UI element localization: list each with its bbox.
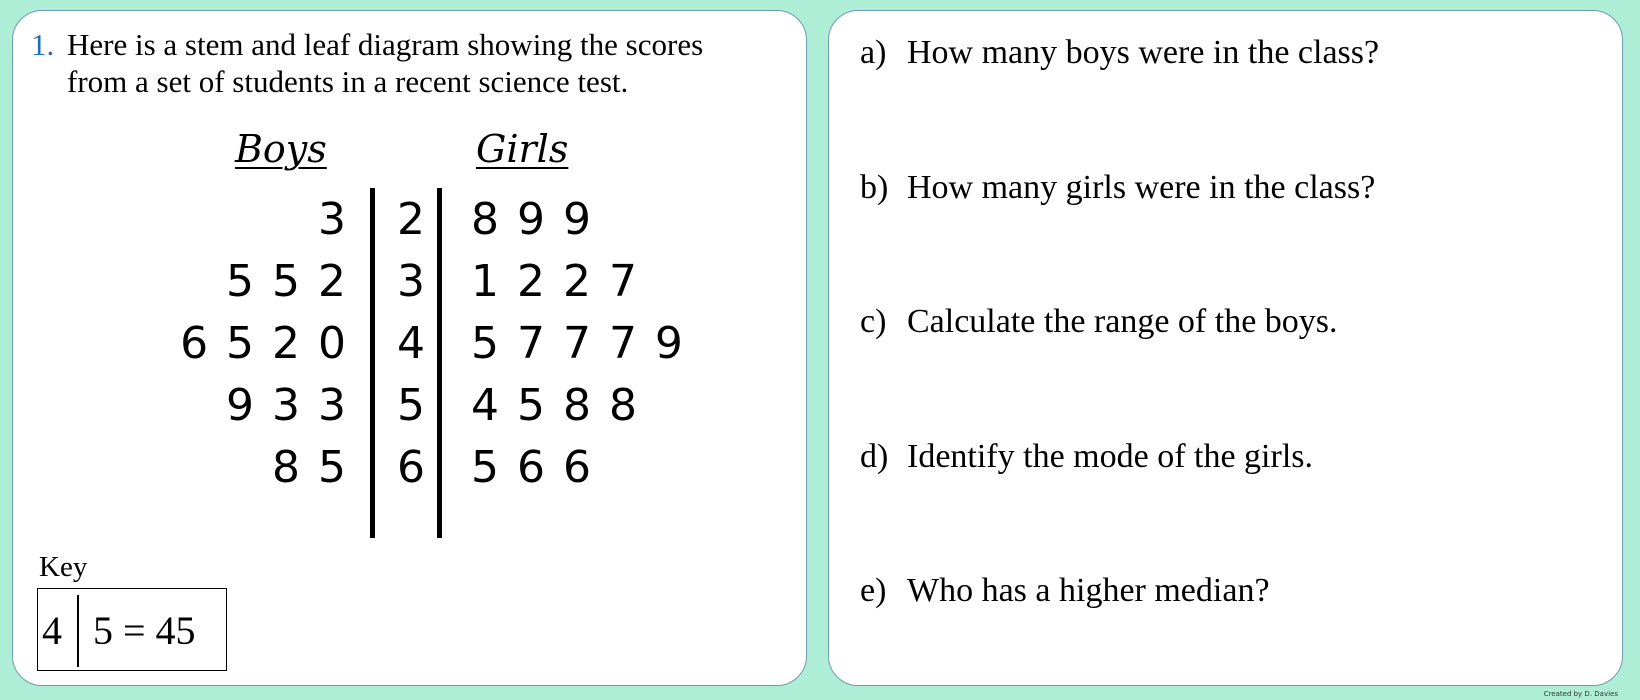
sub-question-a xyxy=(860,34,1379,72)
stem-row-2: 3 xyxy=(397,256,427,307)
stem-divider-right xyxy=(437,188,442,538)
boys-leaves-row-4: 9 3 3 xyxy=(226,380,348,431)
question-text-line-1: Here is a stem and leaf diagram showing the scores xyxy=(67,27,704,62)
boys-leaves-row-3: 6 5 2 0 xyxy=(180,318,348,369)
sub-question-e xyxy=(860,572,1270,610)
sub-question-letter: d) xyxy=(860,438,889,475)
sub-question-b xyxy=(860,169,1375,207)
sub-question-text: How many boys were in the class? xyxy=(907,34,1380,71)
sub-questions-panel xyxy=(828,10,1623,686)
boys-leaves-row-2: 5 5 2 xyxy=(226,256,348,307)
boys-leaves-row-5: 8 5 xyxy=(272,442,348,493)
sub-question-text: Who has a higher median? xyxy=(907,572,1270,609)
stem-row-4: 5 xyxy=(397,380,427,431)
key-divider xyxy=(77,595,79,667)
girls-leaves-row-3: 5 7 7 7 9 xyxy=(471,318,685,369)
sub-question-text: How many girls were in the class? xyxy=(907,169,1376,206)
girls-leaves-row-5: 5 6 6 xyxy=(471,442,593,493)
key-stem: 4 xyxy=(42,608,62,653)
girls-leaves-row-4: 4 5 8 8 xyxy=(471,380,639,431)
sub-question-d xyxy=(860,438,1313,476)
stem-row-3: 4 xyxy=(397,318,427,369)
stem-divider-left xyxy=(370,188,375,538)
key-value: 5 = 45 xyxy=(93,608,196,653)
question-panel xyxy=(12,10,807,686)
girls-leaves-row-2: 1 2 2 7 xyxy=(471,256,639,307)
sub-question-letter: e) xyxy=(860,572,887,609)
question-number: 1. xyxy=(31,27,55,62)
girls-heading: Girls xyxy=(476,127,569,171)
stem-row-1: 2 xyxy=(397,194,427,245)
sub-question-text: Calculate the range of the boys. xyxy=(907,303,1338,340)
key-box xyxy=(37,588,227,671)
key-label: Key xyxy=(39,551,88,583)
girls-leaves-row-1: 8 9 9 xyxy=(471,194,593,245)
sub-question-letter: b) xyxy=(860,169,889,206)
boys-leaves-row-1: 3 xyxy=(318,194,348,245)
boys-heading: Boys xyxy=(235,127,327,171)
question-text-line-2: from a set of students in a recent science test. xyxy=(67,64,629,99)
author-credit: Created by D. Davies xyxy=(1543,690,1618,698)
stem-row-5: 6 xyxy=(397,442,427,493)
sub-question-letter: c) xyxy=(860,303,887,340)
sub-question-text: Identify the mode of the girls. xyxy=(907,438,1314,475)
sub-question-letter: a) xyxy=(860,34,887,71)
sub-question-c xyxy=(860,303,1338,341)
